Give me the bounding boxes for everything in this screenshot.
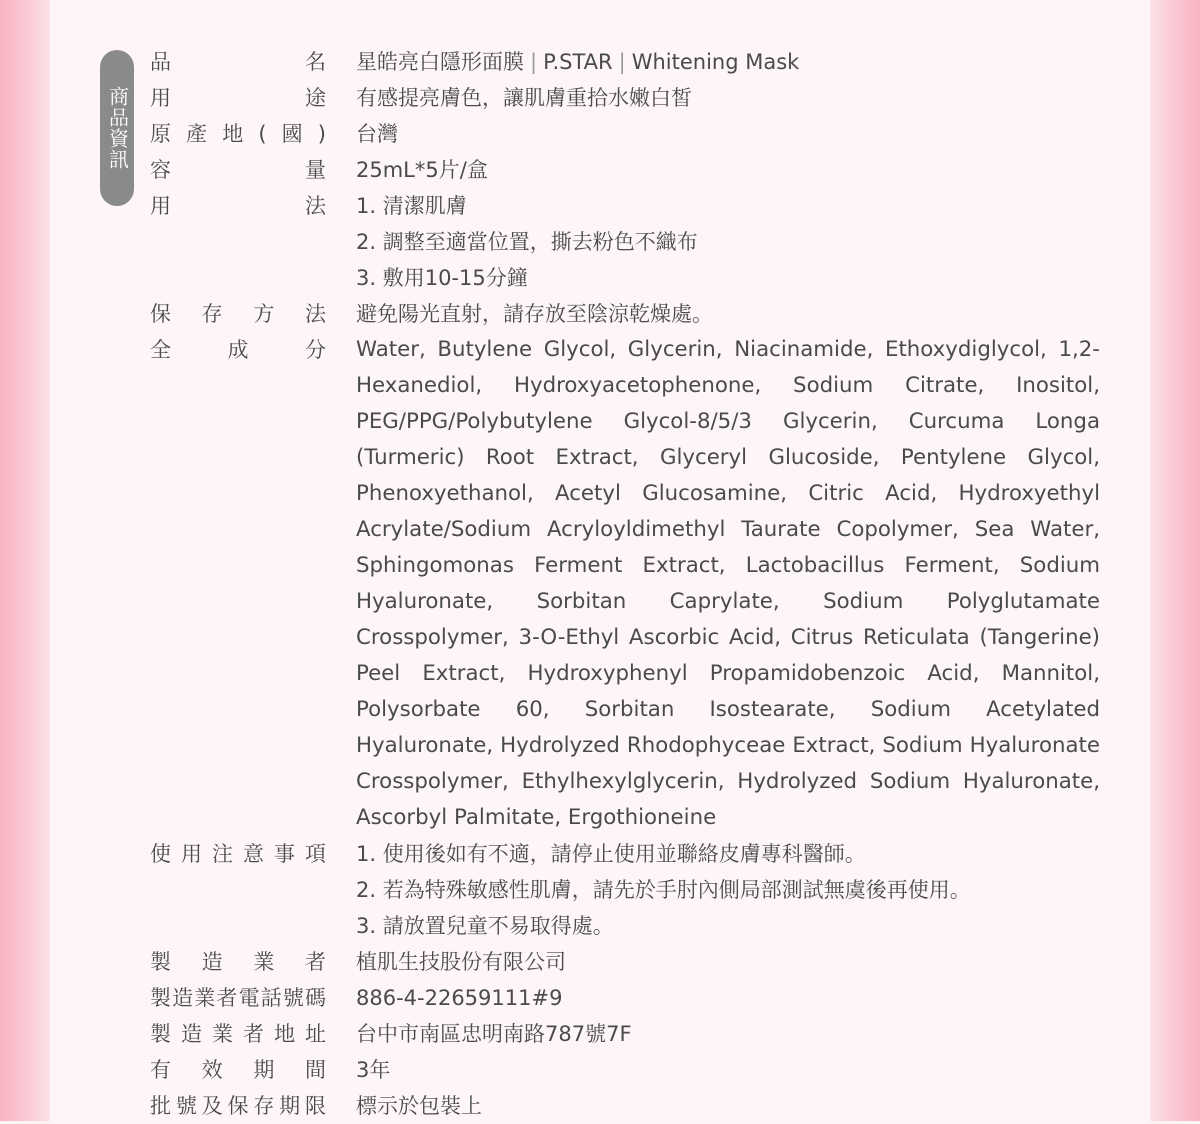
- precaution-item: 3. 請放置兒童不易取得處。: [356, 914, 614, 938]
- separator: |: [618, 50, 626, 74]
- separator: |: [530, 50, 538, 74]
- label-shelf-life: 有效期間: [150, 1058, 326, 1082]
- row-precautions: [150, 836, 1100, 944]
- section-tag: [100, 50, 134, 206]
- right-pink-band: [1150, 0, 1200, 1121]
- label-product-name: 品名: [150, 50, 326, 74]
- row-origin: [150, 116, 1100, 152]
- label-manufacturer-phone: 製造業者電話號碼: [150, 986, 326, 1010]
- precaution-item: 1. 使用後如有不適，請停止使用並聯絡皮膚專科醫師。: [356, 842, 866, 866]
- value-batch: 標示於包裝上: [356, 1094, 482, 1118]
- product-name-cn: 星皓亮白隱形面膜: [356, 50, 524, 74]
- method-step: 3. 敷用10-15分鐘: [356, 266, 528, 290]
- row-batch: [150, 1088, 1100, 1124]
- product-info-table: [150, 44, 1100, 1124]
- value-storage: 避免陽光直射，請存放至陰涼乾燥處。: [356, 302, 713, 326]
- row-capacity: [150, 152, 1100, 188]
- method-step: 2. 調整至適當位置，撕去粉色不織布: [356, 230, 698, 254]
- value-manufacturer-address: 台中市南區忠明南路787號7F: [356, 1022, 632, 1046]
- label-batch: 批號及保存期限: [150, 1094, 326, 1118]
- product-name-brand: P.STAR: [543, 50, 613, 74]
- row-usage: [150, 80, 1100, 116]
- value-manufacturer-phone: 886-4-22659111#9: [356, 986, 563, 1010]
- row-manufacturer-address: [150, 1016, 1100, 1052]
- value-manufacturer: 植肌生技股份有限公司: [356, 950, 566, 974]
- value-precautions: [356, 836, 1100, 944]
- label-capacity: 容量: [150, 158, 326, 182]
- method-step: 1. 清潔肌膚: [356, 194, 467, 218]
- value-product-name: [356, 44, 1100, 80]
- value-origin: 台灣: [356, 122, 398, 146]
- label-manufacturer: 製造業者: [150, 950, 326, 974]
- row-ingredients: [150, 332, 1100, 836]
- section-tag-text: 商品資訊: [105, 86, 130, 170]
- row-manufacturer: [150, 944, 1100, 980]
- value-shelf-life: 3年: [356, 1058, 391, 1082]
- precaution-item: 2. 若為特殊敏感性肌膚，請先於手肘內側局部測試無虞後再使用。: [356, 878, 971, 902]
- label-method: 用法: [150, 194, 326, 218]
- row-manufacturer-phone: [150, 980, 1100, 1016]
- label-ingredients: 全成分: [150, 338, 326, 362]
- label-manufacturer-address: 製造業者地址: [150, 1022, 326, 1046]
- value-ingredients: Water, Butylene Glycol, Glycerin, Niacinamide, Ethoxydiglycol, 1,2-Hexanediol, Hydroxyacetophenone, Sodium Citrate, Inositol, PEG/PPG/Polybutylene Glycol-8/5/3 Glycerin, Curcuma Longa (Turmeric) Root Extract, Glyceryl Glucoside, Pentylene Glycol, Phenoxyethanol, Acetyl Glucosamine, Citric Acid, Hydroxyethyl Acrylate/Sodium Acryloyldimethyl Taurate Copolymer, Sea Water, Sphingomonas Ferment Extract, Lactobacillus Ferment, Sodium Hyaluronate, Sorbitan Caprylate, Sodium Polyglutamate Crosspolymer, 3-O-Ethyl Ascorbic Acid, Citrus Reticulata (Tangerine) Peel Extract, Hydroxyphenyl Propamidobenzoic Acid, Mannitol, Polysorbate 60, Sorbitan Isostearate, Sodium Acetylated Hyaluronate, Hydrolyzed Rhodophyceae Extract, Sodium Hyaluronate Crosspolymer, Ethylhexylglycerin, Hydrolyzed Sodium Hyaluronate, Ascorbyl Palmitate, Ergothioneine: [356, 337, 1100, 830]
- left-pink-band: [0, 0, 50, 1121]
- value-usage: 有感提亮膚色，讓肌膚重拾水嫩白皙: [356, 86, 692, 110]
- label-origin: 原產地(國): [150, 122, 326, 146]
- row-shelf-life: [150, 1052, 1100, 1088]
- row-storage: [150, 296, 1100, 332]
- value-method: [356, 188, 1100, 296]
- label-precautions: 使用注意事項: [150, 842, 326, 866]
- label-storage: 保存方法: [150, 302, 326, 326]
- row-method: [150, 188, 1100, 296]
- value-capacity: 25mL*5片/盒: [356, 158, 488, 182]
- row-product-name: [150, 44, 1100, 80]
- product-name-en: Whitening Mask: [631, 50, 800, 74]
- label-usage: 用途: [150, 86, 326, 110]
